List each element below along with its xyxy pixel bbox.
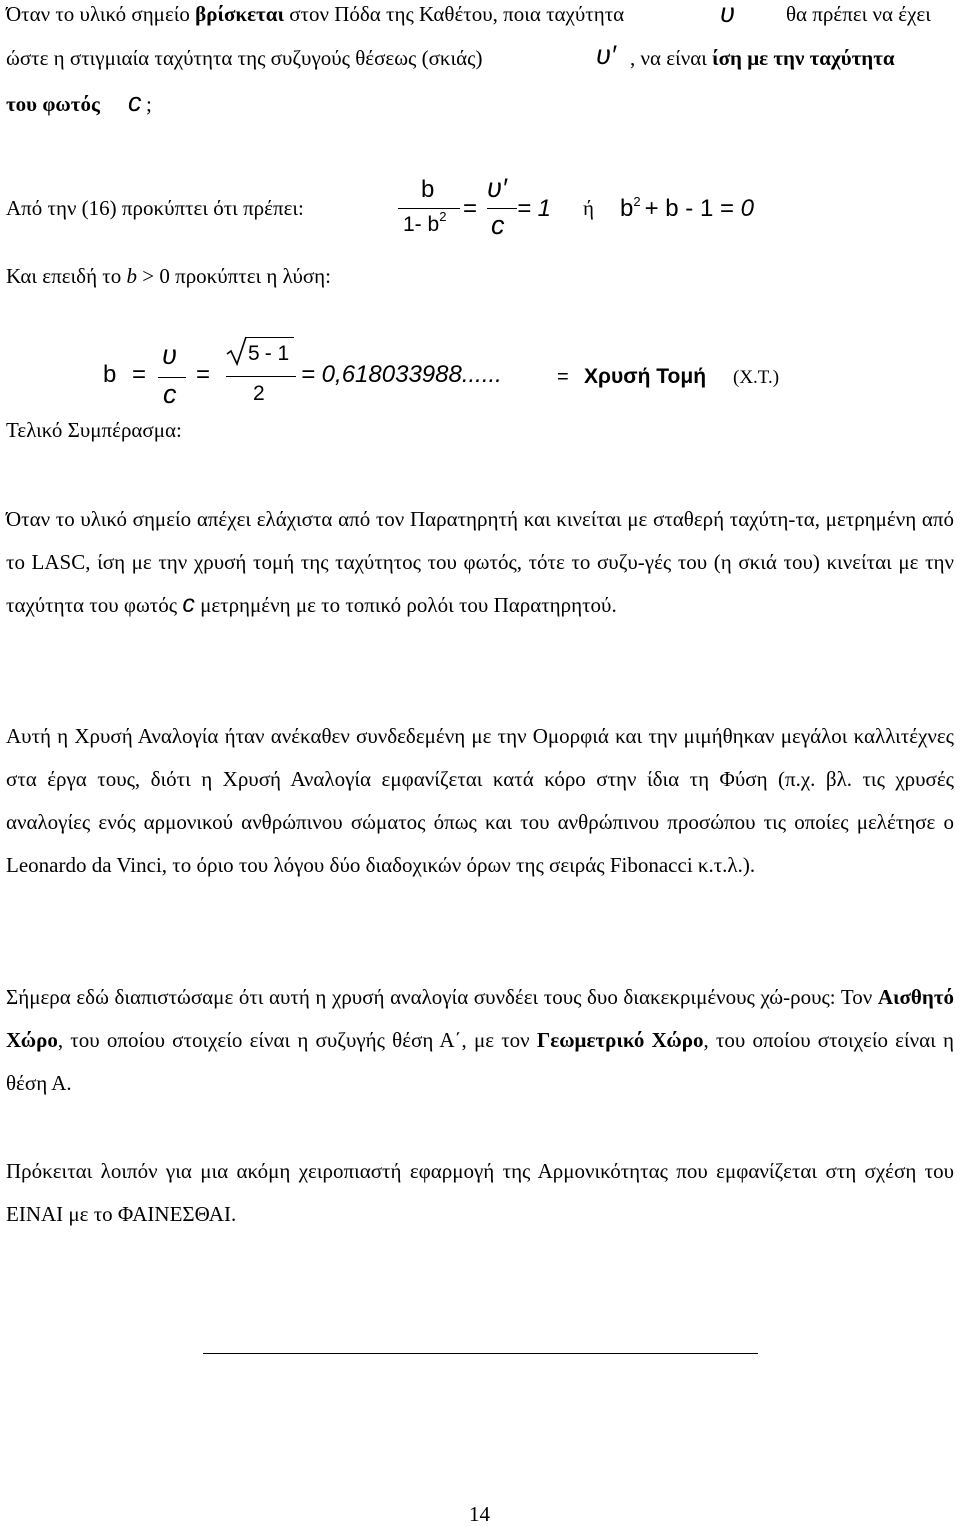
result-fraction-line [226,376,296,377]
question-line-1 [6,2,624,27]
question-line2-text: ώστε η στιγμιαία ταχύτητα της συζυγούς θέσεως (σκιάς) [6,46,483,70]
fraction1-line [398,208,460,209]
since-variable-b: b [126,264,137,288]
question-mark: ; [146,92,152,116]
paragraph-conclusion [6,498,954,627]
paragraph-3-bold-geometric-space: Γεωμετρικό Χώρο [536,1028,704,1052]
paragraph-3-bold-sensible-space: Αισθητό Χώρο [6,985,954,1052]
fraction1-den-exponent: 2 [439,209,447,224]
fraction1-den-text: 1- b [403,213,440,236]
quadratic-equation [620,195,754,224]
quadratic-rest: + b - 1 = [644,195,741,222]
result-equals-3: = [557,366,569,388]
result-value [301,361,502,390]
question-line-3 [6,92,100,117]
quadratic-exponent: 2 [633,194,641,209]
since-text: Και επειδή το [6,264,122,288]
paragraph-3-text-c: , του οποίου στοιχείο είναι η θέση Α. [6,1028,954,1095]
result-sqrt-numerator [248,341,289,366]
paragraph-harmony: Πρόκειται λοιπόν για μια ακόμη χειροπιαστή εφαρμογή της Αρμονικότητας που εμφανίζεται στη σχέση του ΕΙΝΑΙ με το ΦΑΙΝΕΣΘΑΙ. [6,1159,954,1226]
question-line2-text-b: , να είναι [630,46,713,70]
page-number: 14 [469,1502,490,1526]
square-root-bar [246,337,294,338]
velocity-u-symbol: υ [720,0,735,28]
square-root-icon [226,336,248,366]
fraction2-numerator: υ′ [487,173,507,203]
golden-section-label [584,364,706,389]
paragraph-golden-ratio: Αυτή η Χρυσή Αναλογία ήταν ανέκαθεν συνδεδεμένη με την Ομορφιά και την μιμήθηκαν μεγάλοι καλλιτέχνες στα έργα τους, διότι η Χρυσή Αναλογία εμφανίζεται κατά κόρο στην ίδια τη Φύση (π.χ. βλ. τις χρυσές αναλογίες ενός αρμονικού ανθρώπινου σώματος όπως και του ανθρώπινου προσώπου τις οποίες μελέτησε ο Leonardo da Vinci, το όριο του λόγου δύο διαδοχικών όρων της σειράς Fibonacci κ.τ.λ.). [6,724,954,877]
result-equals-1: = [132,361,147,388]
question-bold-of-light: του φωτός [6,92,100,116]
result-denominator-two: 2 [253,382,265,405]
question-bold-located: βρίσκεται [195,2,284,26]
quadratic-zero: 0 [740,195,755,222]
question-line-2 [6,46,482,71]
paragraph-1-tail: μετρημένη με το τοπικό ρολόι του Παρατηρητού. [200,593,617,617]
light-speed-c-symbol: c [128,87,142,117]
question-text: Όταν το υλικό σημείο [6,2,196,26]
question-bold-equal-speed: ίση με την ταχύτητα [712,46,895,70]
velocity-u-prime-symbol: υ′ [596,40,616,70]
equals-one [517,195,551,224]
paragraph-3-text: Σήμερα εδώ διαπιστώσαμε ότι αυτή η χρυσή αναλογία συνδέει τους δυο διακεκριμένους χώ-ρους: Τον [6,985,878,1009]
paragraph-spaces [6,976,954,1105]
sqrt-minus-one: - 1 [264,342,290,365]
quadratic-b: b [620,195,634,222]
since-line [6,264,331,289]
equals-one-text: = 1 [517,195,552,222]
equals-sign-1: = [463,195,478,222]
fraction1-numerator: b [421,176,435,203]
golden-section-bold: Χρυσή Τομή [584,365,707,388]
question-line2-tail [630,46,895,71]
result-c: c [163,379,177,409]
fraction1-denominator [403,209,447,237]
conclusion-label: Τελικό Συμπέρασμα: [6,418,182,442]
since-rest: > 0 προκύπτει η λύση: [142,264,331,288]
result-u: υ [162,340,177,370]
question-text-2: στον Πόδα της Καθέτου, ποια ταχύτητα [283,2,625,26]
result-equals-2: = [196,361,211,388]
derivation-intro: Από την (16) προκύπτει ότι πρέπει: [6,196,304,220]
golden-section-abbr: (Χ.Τ.) [733,367,780,388]
footnote-separator [203,1353,758,1354]
sqrt-five: 5 [248,342,260,365]
paragraph-1-text: Όταν το υλικό σημείο απέχει ελάχιστα από τον Παρατηρητή και κινείται με σταθερή ταχύτη-τα, μετρημένη από το LASC, ίση με την χρυσή τομή της ταχύτητος του φωτός, τότε το συζυ-γές του (η σκιά του) κινείται με την ταχύτητα του φωτός [6,507,954,617]
or-word: ή [583,196,594,220]
paragraph-3-text-b: , του οποίου στοιχείο είναι η συζυγής θέση Α΄, με τον [57,1028,537,1052]
golden-ratio-value: = 0,618033988...... [301,361,502,388]
fraction2-denominator: c [491,210,505,240]
question-text-3: θα πρέπει να έχει [786,2,931,26]
result-b: b [103,361,117,388]
paragraph-1-c-symbol: c [182,590,195,618]
